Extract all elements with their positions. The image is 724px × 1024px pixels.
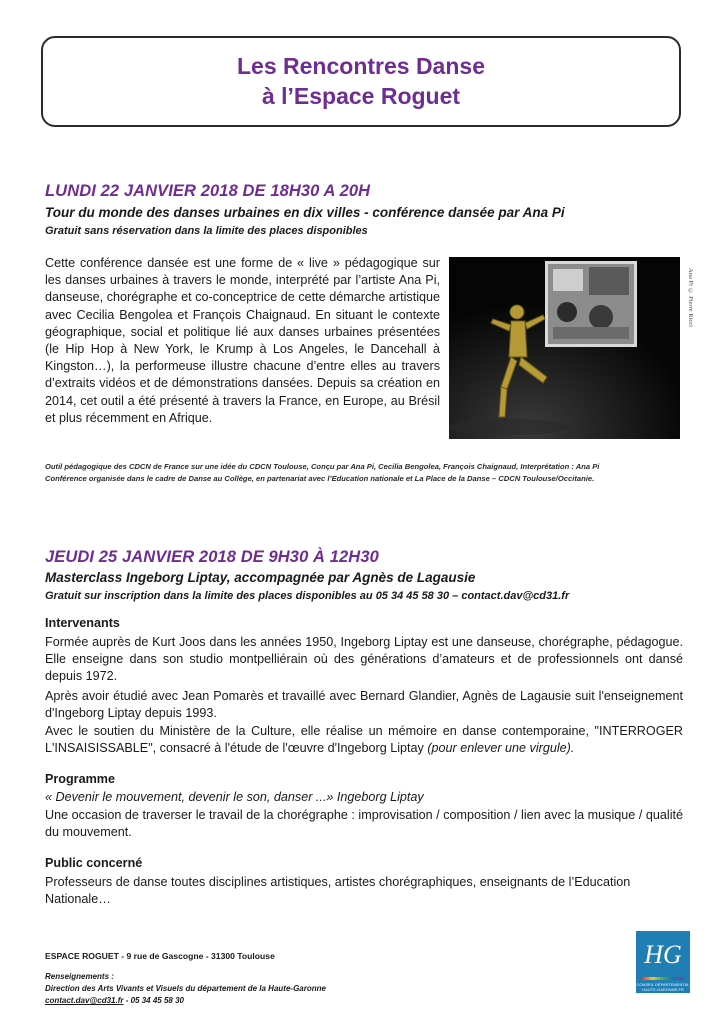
title-box <box>41 36 681 127</box>
intervenants-paragraph-1: Formée auprès de Kurt Joos dans les années 1950, Ingeborg Liptay est une danseuse, chorégraphe, pédagogue. Elle enseigne dans son studio montpelliérain où des générations d’amateurs et de professionnels ont dansé depuis 1972. <box>45 635 683 684</box>
intervenants-paragraph-3-text: Avec le soutien du Ministère de la Culture, elle réalise un mémoire en danse contemporaine, "INTERROGER L'INSAISISSABLE", consacré à l'étude de l'œuvre d'Ingeborg Liptay <box>45 724 683 756</box>
footer-contact <box>45 995 326 1007</box>
footer-info-label: Renseignements : <box>45 972 114 981</box>
public-heading: Public concerné <box>45 856 143 870</box>
intervenants-paragraph-3-italic: (pour enlever une virgule). <box>427 741 575 756</box>
event2-note: Gratuit sur inscription dans la limite des places disponibles au 05 34 45 58 30 – contact.dav@cd31.fr <box>45 590 570 602</box>
department-logo <box>636 931 690 993</box>
logo-small-text: CONSEIL DÉPARTEMENTAL HAUTE-GARONNE.FR <box>636 982 690 992</box>
intervenants-paragraph-2: Après avoir étudié avec Jean Pomarès et travaillé avec Bernard Glandier, Agnès de Lagausie suit l'enseignement d'Ingeborg Liptay depuis 1993. <box>45 689 683 721</box>
programme-text: Une occasion de traverser le travail de la chorégraphe : improvisation / composition / lien avec la musique / qualité du mouvement. <box>45 808 683 840</box>
public-text: Professeurs de danse toutes disciplines artistiques, artistes chorégraphiques, enseignants de l’Education Nationale… <box>45 875 631 907</box>
footer-phone: - 05 34 45 58 30 <box>123 996 184 1005</box>
intervenants-heading: Intervenants <box>45 616 120 630</box>
credits-line2: Conférence organisée dans le cadre de Danse au Collège, en partenariat avec l’Education nationale et La Place de la Danse – CDCN Toulouse/Occitanie. <box>45 474 595 483</box>
event1-note: Gratuit sans réservation dans la limite des places disponibles <box>45 225 368 237</box>
footer-address: ESPACE ROGUET - 9 rue de Gascogne - 31300 Toulouse <box>45 951 275 961</box>
event1-subtitle: Tour du monde des danses urbaines en dix villes - conférence dansée par Ana Pi <box>45 205 565 220</box>
photo-credit: Ana Pi © Pierre Ricci <box>687 268 694 327</box>
event1-description: Cette conférence dansée est une forme de « live » pédagogique sur les danses urbaines à travers le monde, interprété par l’artiste Ana Pi, danseuse, chorégraphe et co-conceptrice de cette démarche artistique avec Cecilia Bengolea et François Chaignaud. En situant le contexte géographique, social et politique lié aux danses urbaines présentées (le Hip Hop à New York, le Krump à Los Angeles, le Dancehall à Kingston…), la performeuse illustre chacune d’entre elles au travers d’extraits vidéos et de démonstrations dansées. Depuis sa création en 2014, cet outil a été présenté à travers la France, en Europe, au Brésil et plus récemment en Afrique. <box>45 256 440 425</box>
programme-quote: « Devenir le mouvement, devenir le son, danser ...» Ingeborg Liptay <box>45 790 424 804</box>
credits-line1: Outil pédagogique des CDCN de France sur une idée du CDCN Toulouse, Conçu par Ana Pi, Cecilia Bengolea, François Chaignaud, Interprétation : Ana Pi <box>45 462 600 471</box>
logo-text: HG <box>644 940 682 969</box>
event2-subtitle: Masterclass Ingeborg Liptay, accompagnée par Agnès de Lagausie <box>45 570 476 585</box>
event1-credits <box>45 461 685 485</box>
page-title-line2: à l’Espace Roguet <box>261 83 461 109</box>
event2-date: JEUDI 25 JANVIER 2018 DE 9H30 À 12H30 <box>45 548 379 566</box>
intervenants-paragraph-3 <box>45 723 683 757</box>
logo-color-stripe <box>642 977 684 980</box>
footer-info-line1: Direction des Arts Vivants et Visuels du département de la Haute-Garonne <box>45 984 326 993</box>
event1-date: LUNDI 22 JANVIER 2018 DE 18H30 A 20H <box>45 182 371 200</box>
footer-email-link[interactable]: contact.dav@cd31.fr <box>45 996 124 1005</box>
page-title-line1: Les Rencontres Danse <box>237 53 485 79</box>
programme-heading: Programme <box>45 772 115 786</box>
footer-info <box>45 971 326 1007</box>
performance-photo <box>449 257 680 439</box>
